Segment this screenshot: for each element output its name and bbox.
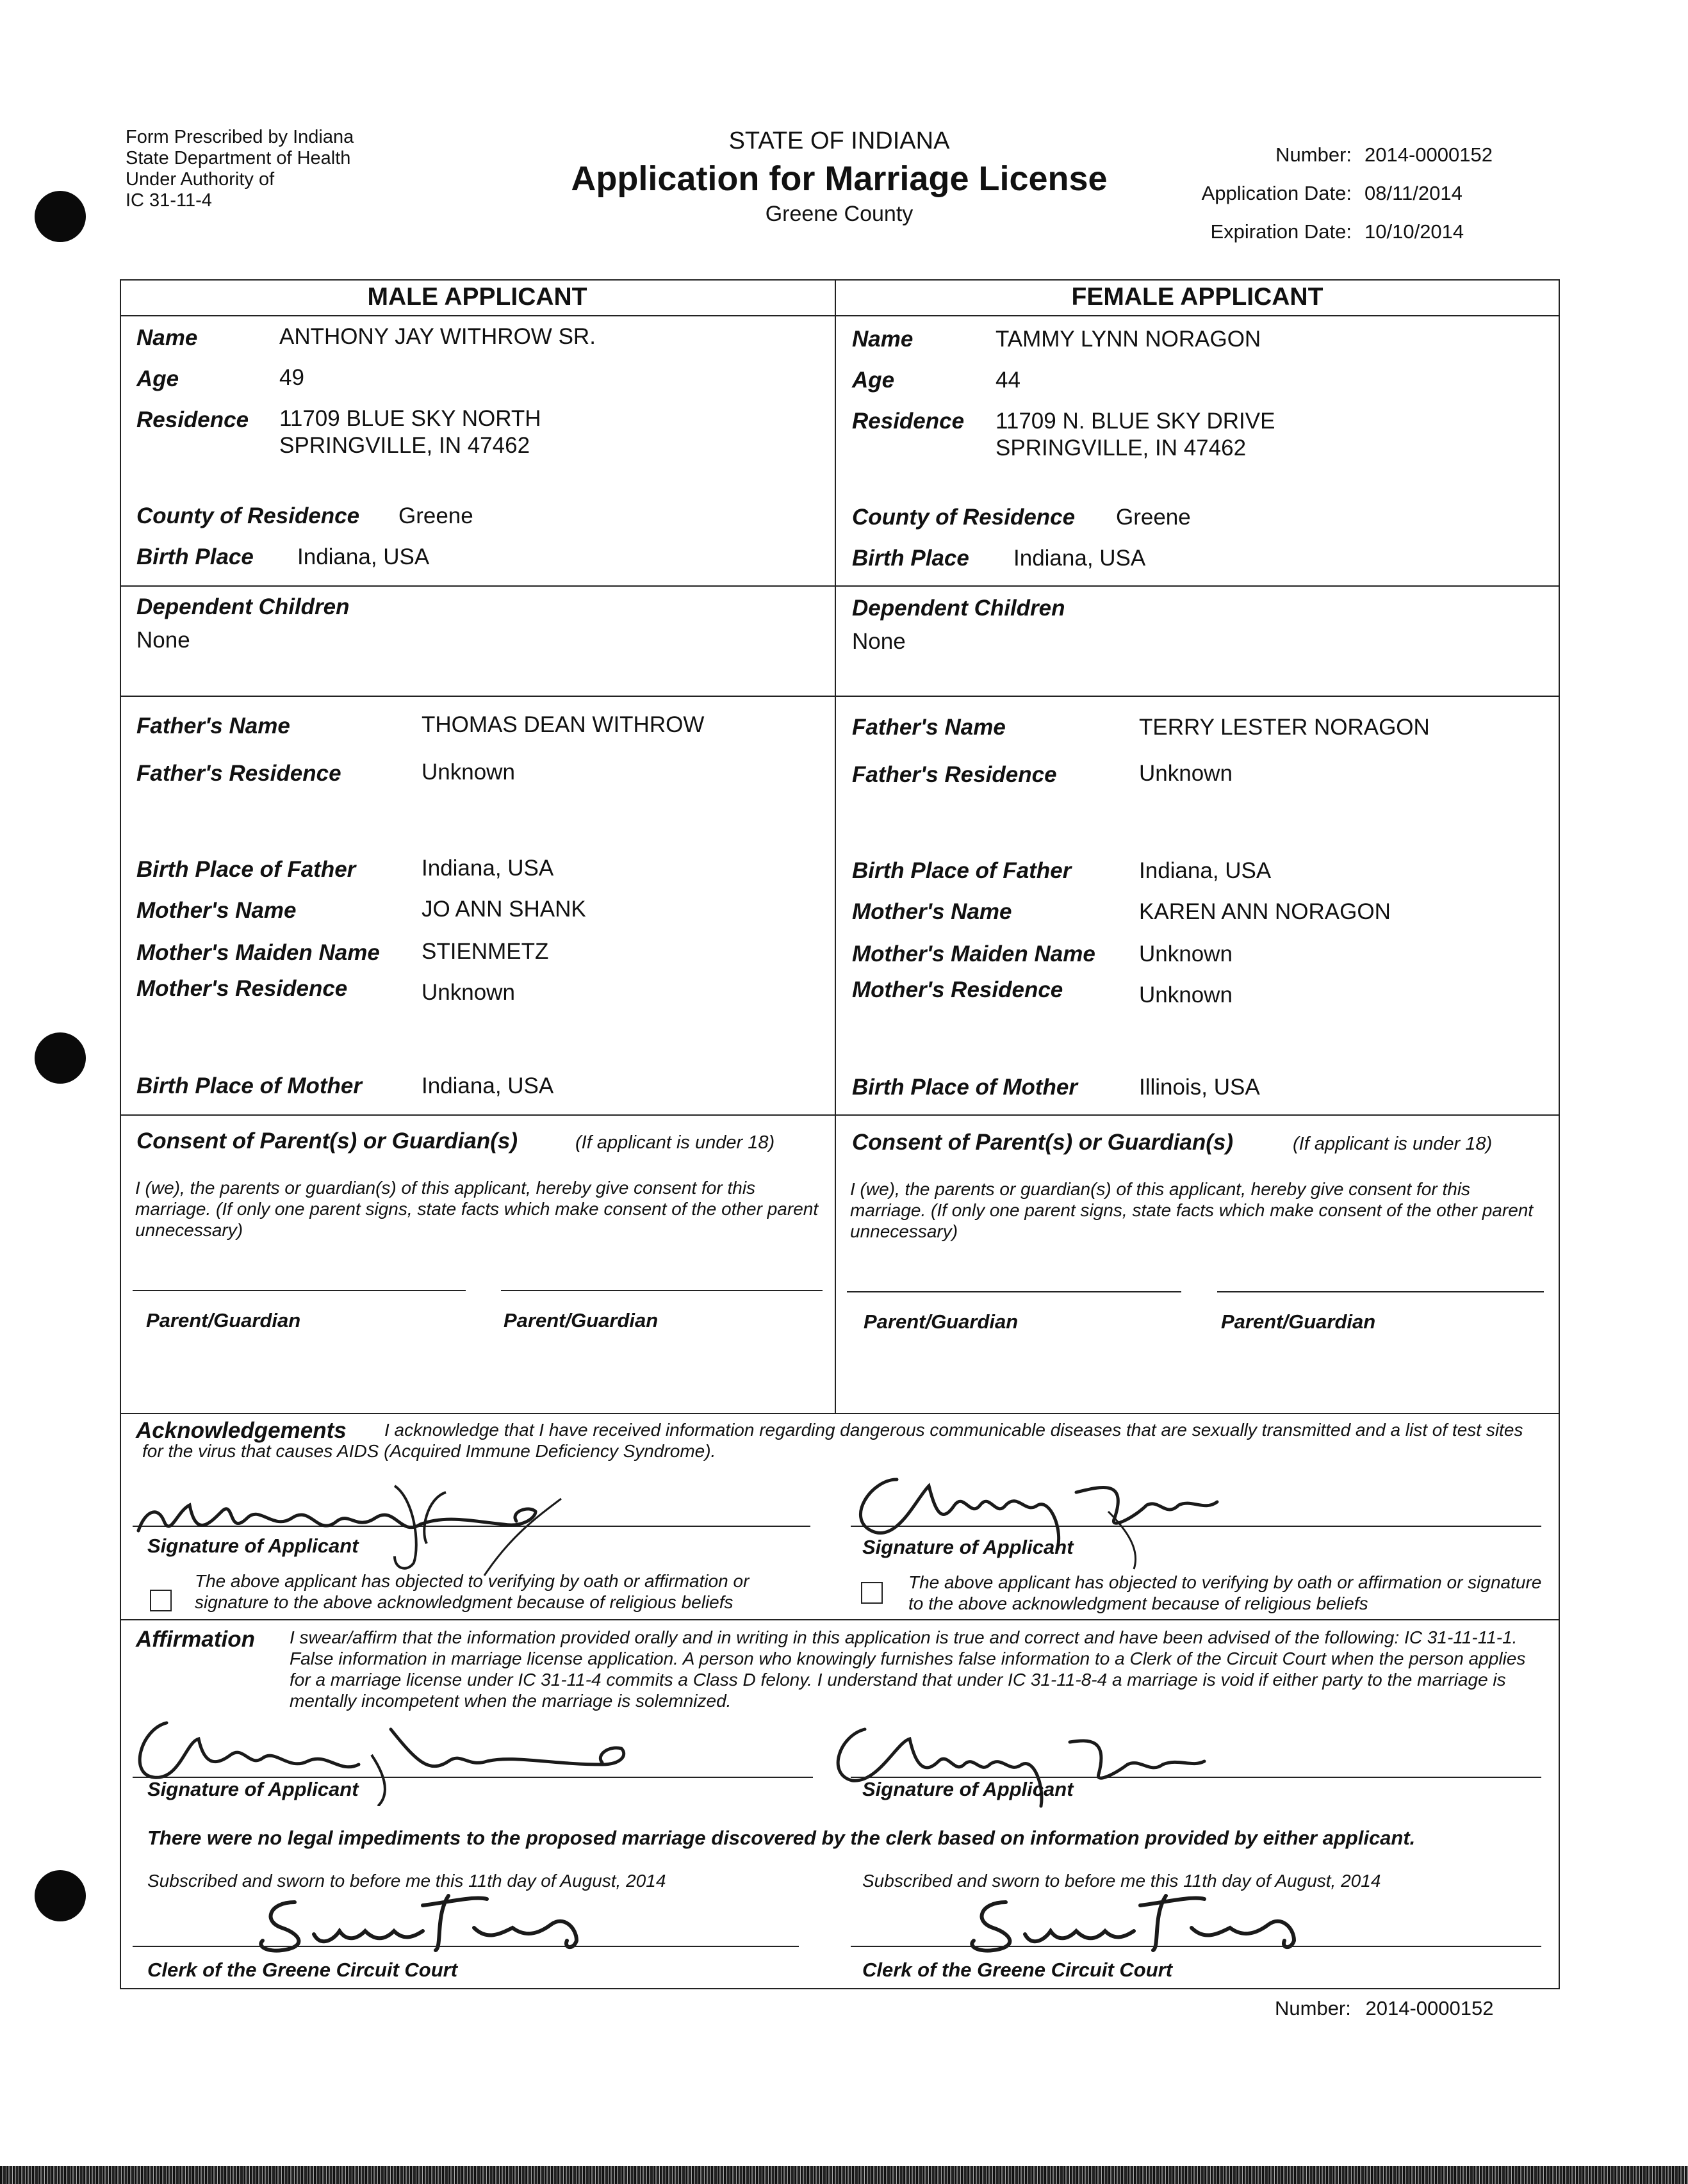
female-fathers-name: TERRY LESTER NORAGON xyxy=(1139,715,1430,740)
mothers-name-label: Mother's Name xyxy=(136,898,297,923)
residence-label: Residence xyxy=(852,409,965,434)
age-label: Age xyxy=(136,366,179,391)
parent-guardian-line xyxy=(1217,1291,1544,1292)
footer-number xyxy=(1275,1997,1493,2020)
male-fathers-residence: Unknown xyxy=(422,760,515,785)
expiration-date-label: Expiration Date: xyxy=(1210,220,1352,243)
clerk-title: Clerk of the Greene Circuit Court xyxy=(147,1959,458,1981)
male-mothers-name: JO ANN SHANK xyxy=(422,897,586,922)
female-applicant-signature-acknowledgement xyxy=(833,1441,1281,1582)
male-residence-line1: 11709 BLUE SKY NORTH xyxy=(279,406,541,431)
prescribed-line: Under Authority of xyxy=(126,169,275,190)
parent-guardian-line xyxy=(501,1290,823,1291)
divider xyxy=(120,1413,1560,1414)
female-applicant-heading: FEMALE APPLICANT xyxy=(1071,283,1323,311)
scan-edge-artifact xyxy=(0,2166,1688,2184)
subscribed-sworn-text: Subscribed and sworn to before me this 11th day of August, 2014 xyxy=(147,1871,666,1891)
application-date: 08/11/2014 xyxy=(1364,182,1463,204)
fathers-name-label: Father's Name xyxy=(136,713,290,738)
affirmation-text: I swear/affirm that the information provided orally and in writing in this application is true and correct and have been advised of the following: IC 31-11-11-1. False information in marriage license application. A person who knowingly furnishes false information to a Clerk of the Circuit Court when the person applies for a marriage license under IC 31-11-4 commits a Class D felony. I understand that under IC 31-11-8-4 a marriage is void if either party to the marriage is mentally incompetent when the marriage is solemnized. xyxy=(290,1627,1526,1711)
county-of-residence-label: County of Residence xyxy=(852,505,1076,530)
objection-text: The above applicant has objected to verifying by oath or affirmation or signature to the above acknowledgment because of religious beliefs xyxy=(908,1572,1542,1613)
male-birth-place-of-mother: Indiana, USA xyxy=(422,1073,554,1098)
acknowledgements-label: Acknowledgements xyxy=(136,1418,347,1443)
form-prescribed-note xyxy=(126,127,354,211)
punch-hole-middle xyxy=(35,1032,86,1084)
parent-guardian-line xyxy=(133,1290,466,1291)
license-number: 2014-0000152 xyxy=(1364,143,1493,166)
female-county-of-residence: Greene xyxy=(1116,505,1191,530)
male-birth-place: Indiana, USA xyxy=(297,544,430,569)
mothers-residence-label: Mother's Residence xyxy=(136,976,348,1001)
footer-number-value: 2014-0000152 xyxy=(1365,1997,1494,2019)
form-heading xyxy=(410,127,1268,227)
male-applicant-heading: MALE APPLICANT xyxy=(367,283,587,311)
consent-note: (If applicant is under 18) xyxy=(575,1132,775,1153)
county-of-residence-label: County of Residence xyxy=(136,503,360,528)
residence-label: Residence xyxy=(136,407,249,432)
mothers-maiden-name-label: Mother's Maiden Name xyxy=(852,941,1095,966)
age-label: Age xyxy=(852,368,895,393)
divider xyxy=(120,315,1560,316)
male-dependent-children: None xyxy=(136,628,190,653)
objection-text: The above applicant has objected to verifying by oath or affirmation or signature to the above acknowledgment because of religious beliefs xyxy=(195,1571,750,1612)
parent-guardian-label: Parent/Guardian xyxy=(1221,1310,1376,1333)
consent-text: I (we), the parents or guardian(s) of this applicant, hereby give consent for this marriage. (If only one parent signs, state facts which make consent of the other parent unnecessary) xyxy=(135,1178,819,1240)
clerk-signature-line xyxy=(851,1946,1541,1947)
divider xyxy=(120,1619,1560,1620)
female-dependent-children: None xyxy=(852,629,906,654)
no-impediments-statement: There were no legal impediments to the proposed marriage discovered by the clerk based on information provided by either applicant. xyxy=(147,1827,1416,1849)
footer-number-label: Number: xyxy=(1275,1997,1351,2019)
license-meta xyxy=(1147,136,1518,251)
subscribed-sworn-text: Subscribed and sworn to before me this 11th day of August, 2014 xyxy=(862,1871,1381,1891)
consent-label: Consent of Parent(s) or Guardian(s) xyxy=(136,1129,518,1153)
consent-label: Consent of Parent(s) or Guardian(s) xyxy=(852,1130,1234,1155)
number-label: Number: xyxy=(1275,143,1352,166)
punch-hole-top xyxy=(35,191,86,242)
prescribed-line: IC 31-11-4 xyxy=(126,190,212,211)
male-name: ANTHONY JAY WITHROW SR. xyxy=(279,324,596,349)
dependent-children-label: Dependent Children xyxy=(852,596,1065,621)
female-mothers-maiden-name: Unknown xyxy=(1139,941,1233,966)
name-label: Name xyxy=(852,327,914,352)
expiration-date: 10/10/2014 xyxy=(1364,220,1464,243)
divider xyxy=(120,696,1560,697)
county-name: Greene County xyxy=(765,202,914,226)
male-mothers-residence: Unknown xyxy=(422,980,515,1005)
female-applicant-signature-affirmation xyxy=(814,1704,1262,1819)
divider xyxy=(120,1114,1560,1116)
fathers-name-label: Father's Name xyxy=(852,715,1006,740)
female-mothers-residence: Unknown xyxy=(1139,982,1233,1007)
female-birth-place-of-mother: Illinois, USA xyxy=(1139,1075,1260,1100)
clerk-signature-line xyxy=(133,1946,799,1947)
female-birth-place-of-father: Indiana, USA xyxy=(1139,858,1272,883)
affirmation-label: Affirmation xyxy=(136,1627,256,1652)
male-age: 49 xyxy=(279,365,304,390)
signature-of-applicant-label: Signature of Applicant xyxy=(147,1778,359,1800)
male-mothers-maiden-name: STIENMETZ xyxy=(422,939,549,964)
prescribed-line: State Department of Health xyxy=(126,148,351,168)
female-fathers-residence: Unknown xyxy=(1139,761,1233,786)
document-title: Application for Marriage License xyxy=(571,159,1108,198)
male-county-of-residence: Greene xyxy=(398,503,473,528)
female-religious-objection-checkbox[interactable] xyxy=(861,1582,883,1604)
female-age: 44 xyxy=(996,368,1020,393)
consent-note: (If applicant is under 18) xyxy=(1293,1134,1493,1154)
divider xyxy=(120,585,1560,587)
signature-of-applicant-label: Signature of Applicant xyxy=(147,1535,359,1557)
signature-of-applicant-label: Signature of Applicant xyxy=(862,1778,1074,1800)
fathers-residence-label: Father's Residence xyxy=(852,762,1057,787)
male-applicant-signature-acknowledgement xyxy=(126,1460,689,1582)
mothers-maiden-name-label: Mother's Maiden Name xyxy=(136,940,380,965)
application-date-label: Application Date: xyxy=(1201,182,1352,204)
clerk-title: Clerk of the Greene Circuit Court xyxy=(862,1959,1173,1981)
consent-text: I (we), the parents or guardian(s) of this applicant, hereby give consent for this marriage. (If only one parent signs, state facts which make consent of the other parent unnecessary) xyxy=(850,1179,1534,1241)
female-residence-line2: SPRINGVILLE, IN 47462 xyxy=(996,436,1247,460)
female-name: TAMMY LYNN NORAGON xyxy=(996,327,1261,352)
column-divider xyxy=(835,279,836,1413)
fathers-residence-label: Father's Residence xyxy=(136,761,341,786)
birth-place-of-mother-label: Birth Place of Mother xyxy=(852,1075,1078,1100)
birth-place-label: Birth Place xyxy=(136,544,254,569)
parent-guardian-label: Parent/Guardian xyxy=(864,1310,1019,1333)
parent-guardian-label: Parent/Guardian xyxy=(146,1309,301,1332)
male-fathers-name: THOMAS DEAN WITHROW xyxy=(422,712,705,737)
parent-guardian-line xyxy=(847,1291,1181,1292)
prescribed-line: Form Prescribed by Indiana xyxy=(126,127,354,147)
birth-place-of-father-label: Birth Place of Father xyxy=(136,857,356,882)
acknowledgements-text: I acknowledge that I have received information regarding dangerous communicable diseases that are sexually transmitted and a list of test sites for the virus that causes AIDS (Acquired Immune Deficiency Syndrome). xyxy=(142,1420,1523,1461)
male-religious-objection-checkbox[interactable] xyxy=(150,1590,172,1611)
name-label: Name xyxy=(136,325,198,350)
clerk-signature xyxy=(243,1877,602,1960)
female-birth-place: Indiana, USA xyxy=(1013,546,1146,571)
clerk-signature xyxy=(948,1877,1332,1960)
parent-guardian-label: Parent/Guardian xyxy=(504,1309,659,1332)
punch-hole-bottom xyxy=(35,1870,86,1921)
signature-of-applicant-label: Signature of Applicant xyxy=(862,1536,1074,1558)
male-residence-line2: SPRINGVILLE, IN 47462 xyxy=(279,433,530,458)
birth-place-of-father-label: Birth Place of Father xyxy=(852,858,1072,883)
birth-place-label: Birth Place xyxy=(852,546,969,571)
mothers-residence-label: Mother's Residence xyxy=(852,977,1063,1002)
birth-place-of-mother-label: Birth Place of Mother xyxy=(136,1073,362,1098)
state-name: STATE OF INDIANA xyxy=(728,127,950,154)
mothers-name-label: Mother's Name xyxy=(852,899,1012,924)
female-residence-line1: 11709 N. BLUE SKY DRIVE xyxy=(996,409,1275,434)
dependent-children-label: Dependent Children xyxy=(136,594,350,619)
male-birth-place-of-father: Indiana, USA xyxy=(422,856,554,881)
female-mothers-name: KAREN ANN NORAGON xyxy=(1139,899,1391,924)
